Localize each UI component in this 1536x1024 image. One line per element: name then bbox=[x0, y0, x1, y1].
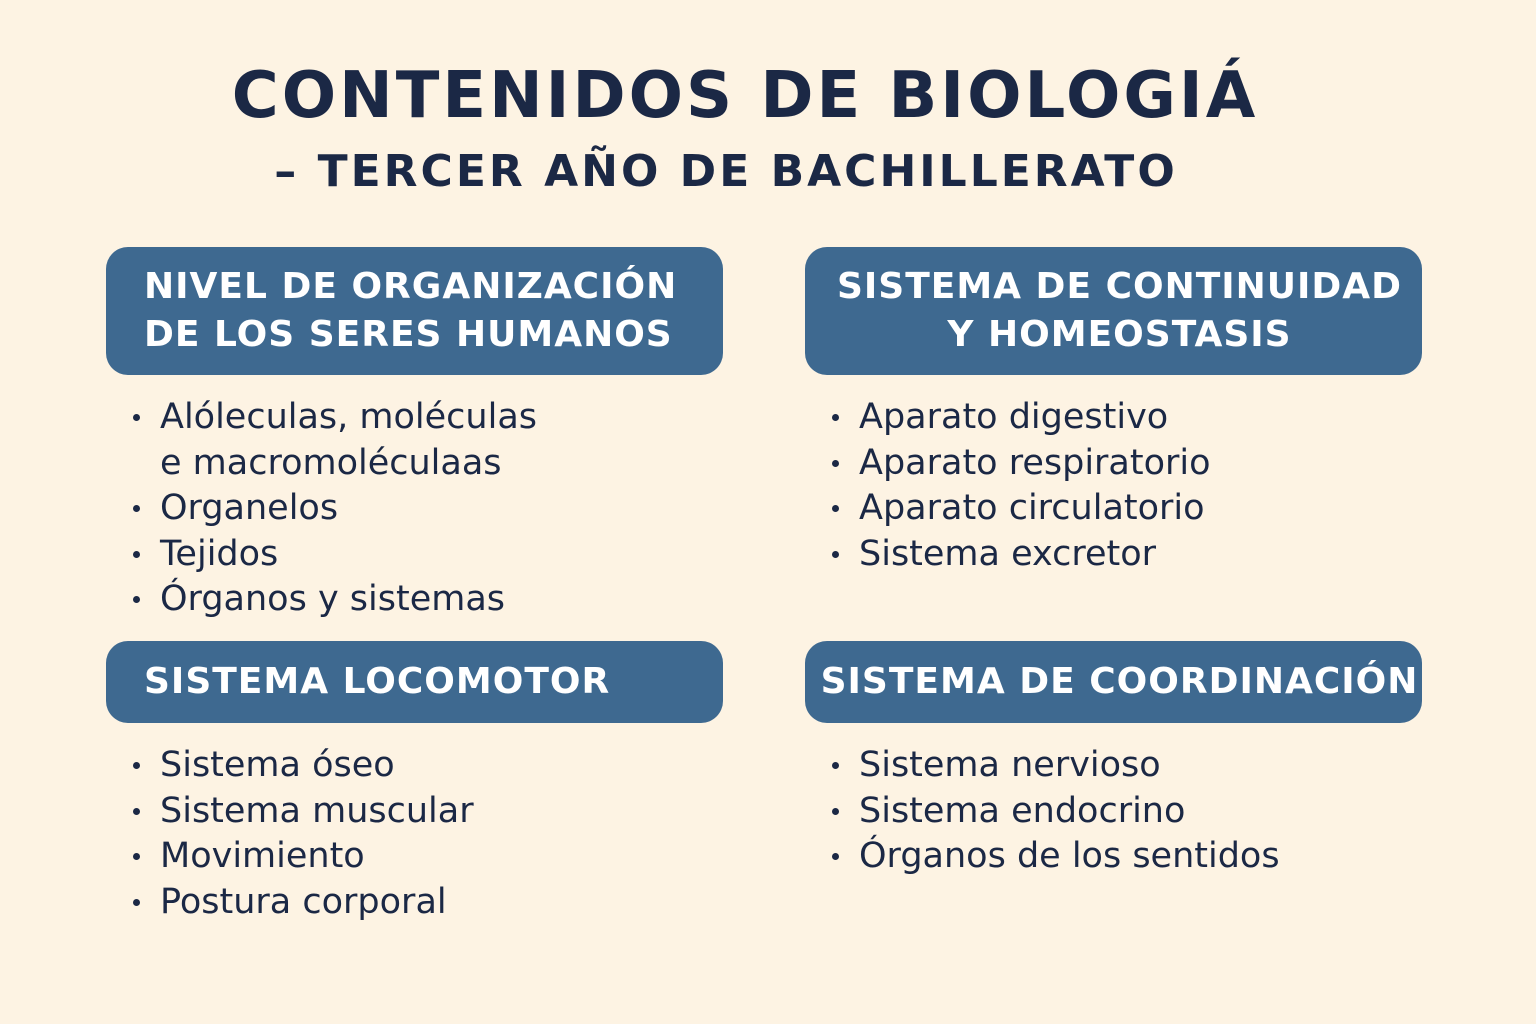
list-item bbox=[160, 486, 723, 532]
section-nivel-organizacion bbox=[106, 247, 723, 623]
bullet-icon bbox=[832, 505, 839, 512]
list-item bbox=[160, 532, 723, 578]
bullet-icon bbox=[832, 414, 839, 421]
section-item-list bbox=[106, 395, 723, 623]
bullet-icon bbox=[832, 551, 839, 558]
section-sistema-locomotor bbox=[106, 641, 723, 925]
bullet-icon bbox=[133, 414, 140, 421]
list-item-text: Organelos bbox=[160, 488, 339, 529]
list-item-text: Órganos y sistemas bbox=[160, 579, 506, 620]
list-item-text: Aparato respiratorio bbox=[859, 442, 1211, 483]
section-heading: SISTEMA DE CONTINUIDAD Y HOMEOSTASIS bbox=[836, 266, 1403, 355]
bullet-icon bbox=[832, 460, 839, 467]
list-item bbox=[160, 395, 723, 486]
bullet-icon bbox=[832, 853, 839, 860]
list-item-text: Movimiento bbox=[160, 836, 365, 877]
section-item-list bbox=[106, 743, 723, 925]
list-item-text: Postura corporal bbox=[160, 881, 447, 922]
list-item-text: Sistema excretor bbox=[859, 533, 1157, 574]
section-header bbox=[106, 247, 723, 375]
list-item bbox=[160, 834, 723, 880]
bullet-icon bbox=[832, 762, 839, 769]
section-item-list bbox=[805, 395, 1422, 577]
section-heading: SISTEMA DE COORDINACIÓN bbox=[820, 661, 1419, 702]
page-subtitle: – TERCER AÑO DE BACHILLERATO bbox=[274, 146, 1178, 197]
list-item bbox=[160, 577, 723, 623]
list-item-text: Aparato circulatorio bbox=[859, 488, 1205, 529]
list-item-text: Sistema muscular bbox=[160, 790, 474, 831]
list-item bbox=[859, 834, 1422, 880]
list-item-text: Aparato digestivo bbox=[859, 397, 1169, 437]
section-heading: NIVEL DE ORGANIZACIÓN DE LOS SERES HUMANOS bbox=[144, 266, 678, 355]
list-item-text: Órganos de los sentidos bbox=[859, 836, 1280, 877]
list-item-text: Sistema nervioso bbox=[859, 745, 1161, 785]
bullet-icon bbox=[133, 551, 140, 558]
list-item bbox=[859, 441, 1422, 487]
list-item bbox=[160, 743, 723, 789]
section-item-list bbox=[805, 743, 1422, 880]
list-item bbox=[859, 395, 1422, 441]
bullet-icon bbox=[133, 762, 140, 769]
list-item-text: Sistema óseo bbox=[160, 745, 395, 785]
list-item bbox=[859, 486, 1422, 532]
bullet-icon bbox=[133, 853, 140, 860]
list-item bbox=[859, 789, 1422, 835]
list-item bbox=[160, 880, 723, 926]
list-item bbox=[859, 743, 1422, 789]
page-title: CONTENIDOS DE BIOLOGIÁ bbox=[231, 59, 1259, 133]
bullet-icon bbox=[133, 505, 140, 512]
bullet-icon bbox=[832, 808, 839, 815]
section-header bbox=[106, 641, 723, 723]
bullet-icon bbox=[133, 596, 140, 603]
list-item bbox=[859, 532, 1422, 578]
section-sistema-coordinacion bbox=[805, 641, 1422, 880]
list-item bbox=[160, 789, 723, 835]
section-continuidad-homeostasis bbox=[805, 247, 1422, 577]
bullet-icon bbox=[133, 899, 140, 906]
section-header bbox=[805, 247, 1422, 375]
list-item-text: Sistema endocrino bbox=[859, 790, 1186, 831]
list-item-text: Tejidos bbox=[160, 533, 279, 574]
list-item-text: Alóleculas, moléculas e macromoléculaas bbox=[160, 397, 538, 483]
section-header bbox=[805, 641, 1422, 723]
section-heading: SISTEMA LOCOMOTOR bbox=[144, 661, 611, 702]
bullet-icon bbox=[133, 808, 140, 815]
